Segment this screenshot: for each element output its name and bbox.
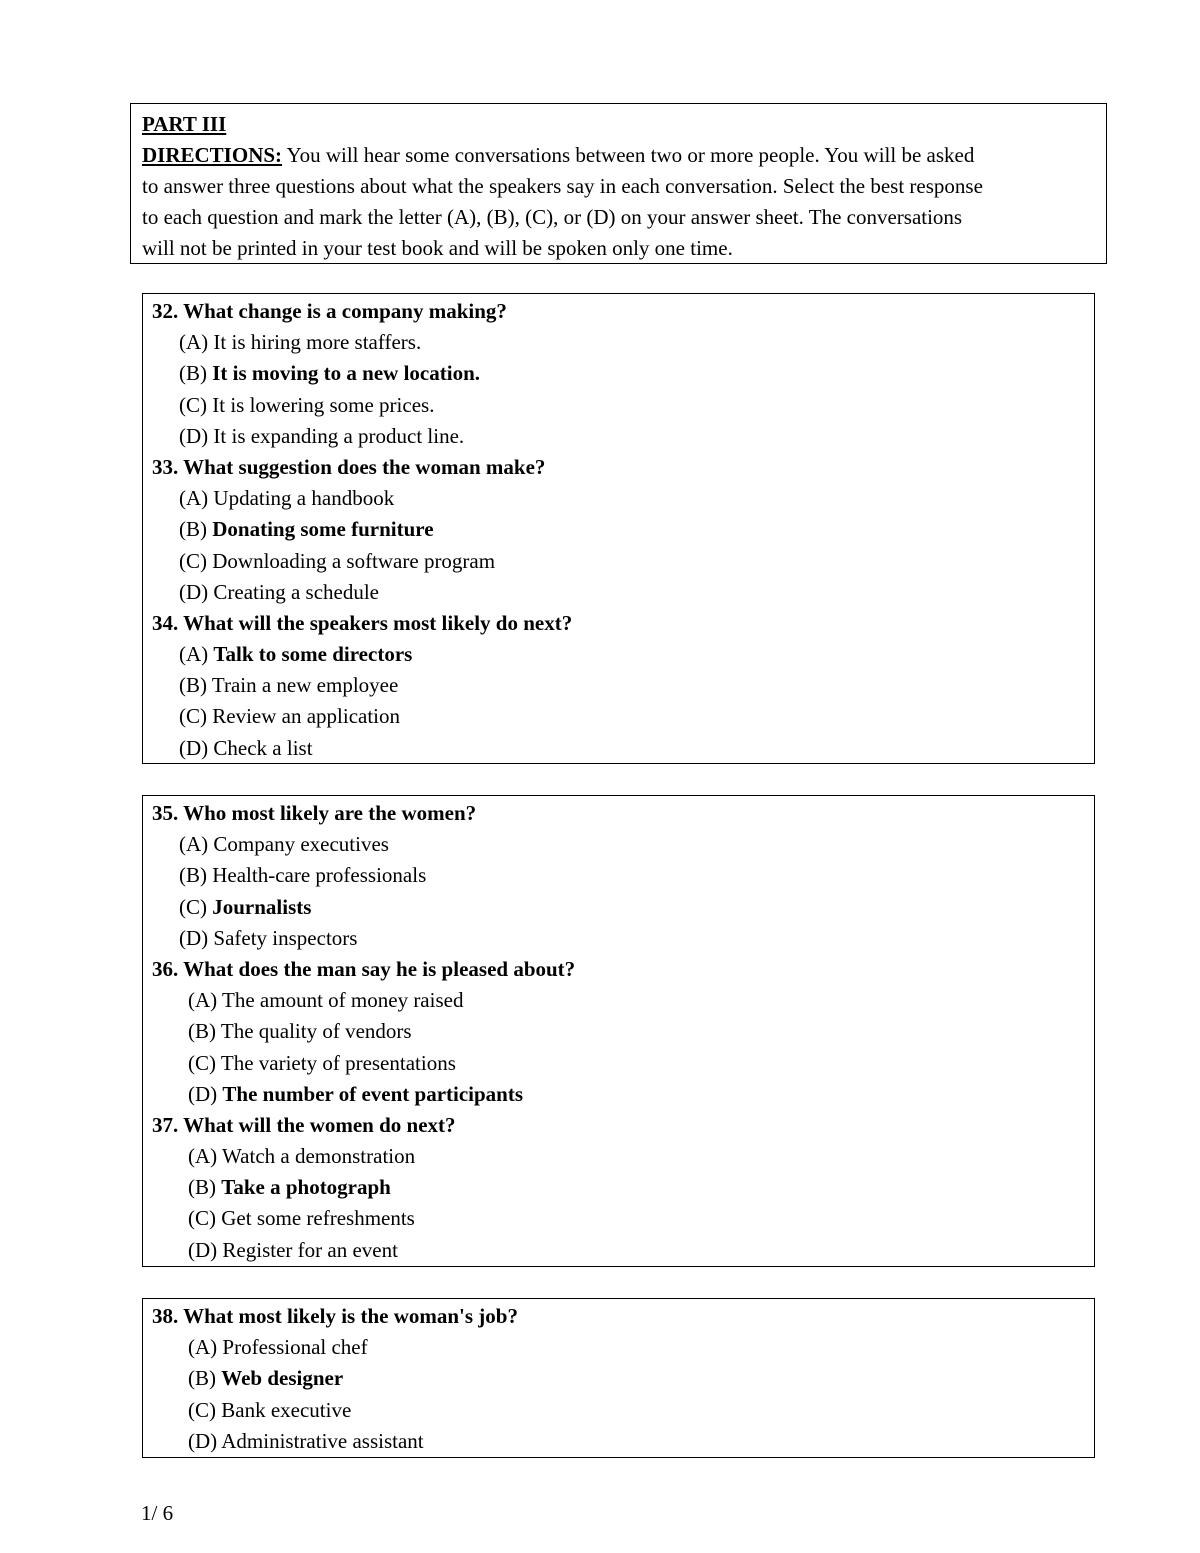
question-group bbox=[142, 795, 1095, 1267]
option-letter: (C) bbox=[188, 1050, 216, 1075]
option-text: The amount of money raised bbox=[222, 988, 464, 1013]
answer-option bbox=[152, 1395, 1084, 1426]
answer-option bbox=[152, 1079, 1084, 1110]
option-text: Bank executive bbox=[221, 1397, 352, 1422]
option-letter: (D) bbox=[179, 925, 209, 950]
question-text: 37. What will the women do next? bbox=[152, 1112, 456, 1137]
option-text: Donating some furniture bbox=[212, 517, 434, 542]
option-letter: (D) bbox=[179, 579, 209, 604]
option-text: The variety of presentations bbox=[220, 1050, 456, 1075]
answer-option bbox=[152, 1172, 1084, 1203]
option-text: It is moving to a new location. bbox=[212, 361, 480, 386]
option-letter: (C) bbox=[179, 392, 207, 417]
option-letter: (D) bbox=[179, 423, 209, 448]
option-letter: (B) bbox=[188, 1366, 216, 1391]
option-letter: (A) bbox=[179, 642, 209, 667]
question-group bbox=[142, 1298, 1095, 1458]
option-letter: (C) bbox=[188, 1397, 216, 1422]
answer-option bbox=[152, 1363, 1084, 1394]
option-text: Professional chef bbox=[222, 1335, 368, 1360]
option-letter: (A) bbox=[188, 1144, 218, 1169]
answer-option bbox=[152, 1048, 1084, 1079]
answer-option bbox=[152, 483, 1084, 514]
option-letter: (B) bbox=[179, 673, 207, 698]
option-text: Train a new employee bbox=[211, 673, 399, 698]
option-text: It is lowering some prices. bbox=[212, 392, 435, 417]
answer-option bbox=[152, 546, 1084, 577]
directions-text: will not be printed in your test book and will be spoken only one time. bbox=[142, 236, 733, 260]
directions-text: You will hear some conversations between two or more people. You will be asked bbox=[282, 143, 975, 167]
page-number: 1/ 6 bbox=[141, 1501, 174, 1525]
directions-text: to each question and mark the letter (A), (B), (C), or (D) on your answer sheet. The conversations bbox=[142, 205, 963, 229]
option-text: Review an application bbox=[212, 704, 401, 729]
answer-option bbox=[152, 1141, 1084, 1172]
directions-line bbox=[142, 140, 1096, 171]
option-text: Talk to some directors bbox=[213, 642, 413, 667]
answer-option bbox=[152, 514, 1084, 545]
answer-option bbox=[152, 1235, 1084, 1266]
answer-option bbox=[152, 1426, 1084, 1457]
option-text: Administrative assistant bbox=[221, 1428, 424, 1453]
question-text: 34. What will the speakers most likely do next? bbox=[152, 610, 573, 635]
option-text: Journalists bbox=[212, 894, 312, 919]
option-text: Check a list bbox=[213, 735, 313, 760]
answer-option bbox=[152, 985, 1084, 1016]
directions-text: to answer three questions about what the speakers say in each conversation. Select the best response bbox=[142, 174, 983, 198]
option-text: The quality of vendors bbox=[220, 1019, 412, 1044]
option-text: Get some refreshments bbox=[221, 1206, 415, 1231]
answer-option bbox=[152, 701, 1084, 732]
answer-option bbox=[152, 1203, 1084, 1234]
option-text: Watch a demonstration bbox=[222, 1144, 416, 1169]
option-text: Take a photograph bbox=[221, 1175, 391, 1200]
option-letter: (C) bbox=[188, 1206, 216, 1231]
option-letter: (A) bbox=[179, 486, 209, 511]
answer-option bbox=[152, 1016, 1084, 1047]
option-letter: (D) bbox=[179, 735, 209, 760]
answer-option bbox=[152, 327, 1084, 358]
answer-option bbox=[152, 670, 1084, 701]
answer-option bbox=[152, 358, 1084, 389]
directions-label: DIRECTIONS: bbox=[142, 143, 283, 167]
answer-option bbox=[152, 923, 1084, 954]
question-text: 36. What does the man say he is pleased about? bbox=[152, 956, 576, 981]
answer-option bbox=[152, 860, 1084, 891]
question-text: 32. What change is a company making? bbox=[152, 299, 507, 323]
option-text: It is hiring more staffers. bbox=[213, 330, 422, 355]
answer-option bbox=[152, 390, 1084, 421]
part-title: PART III bbox=[142, 112, 227, 136]
option-letter: (D) bbox=[188, 1081, 218, 1106]
answer-option bbox=[152, 1332, 1084, 1363]
answer-option bbox=[152, 639, 1084, 670]
option-letter: (D) bbox=[188, 1428, 218, 1453]
option-letter: (B) bbox=[179, 517, 207, 542]
option-text: The number of event participants bbox=[222, 1081, 524, 1106]
answer-option bbox=[152, 733, 1084, 764]
directions-box bbox=[130, 103, 1107, 264]
answer-option bbox=[152, 892, 1084, 923]
option-letter: (C) bbox=[179, 894, 207, 919]
option-text: Register for an event bbox=[222, 1237, 398, 1262]
option-letter: (C) bbox=[179, 548, 207, 573]
option-letter: (C) bbox=[179, 704, 207, 729]
question-text: 33. What suggestion does the woman make? bbox=[152, 454, 546, 479]
option-text: Web designer bbox=[221, 1366, 344, 1391]
option-letter: (A) bbox=[179, 832, 209, 857]
option-text: Safety inspectors bbox=[213, 925, 358, 950]
answer-option bbox=[152, 421, 1084, 452]
option-letter: (B) bbox=[188, 1175, 216, 1200]
option-text: Creating a schedule bbox=[213, 579, 380, 604]
option-letter: (A) bbox=[188, 988, 218, 1013]
option-letter: (A) bbox=[179, 330, 209, 355]
option-text: Updating a handbook bbox=[213, 486, 395, 511]
option-text: Health-care professionals bbox=[212, 863, 427, 888]
answer-option bbox=[152, 577, 1084, 608]
question-text: 35. Who most likely are the women? bbox=[152, 801, 477, 825]
option-letter: (B) bbox=[179, 863, 207, 888]
question-text: 38. What most likely is the woman's job? bbox=[152, 1304, 518, 1328]
option-letter: (B) bbox=[188, 1019, 216, 1044]
option-letter: (A) bbox=[188, 1335, 218, 1360]
option-letter: (B) bbox=[179, 361, 207, 386]
question-group bbox=[142, 293, 1095, 764]
option-letter: (D) bbox=[188, 1237, 218, 1262]
answer-option bbox=[152, 829, 1084, 860]
option-text: Downloading a software program bbox=[212, 548, 496, 573]
option-text: Company executives bbox=[213, 832, 389, 857]
option-text: It is expanding a product line. bbox=[213, 423, 465, 448]
